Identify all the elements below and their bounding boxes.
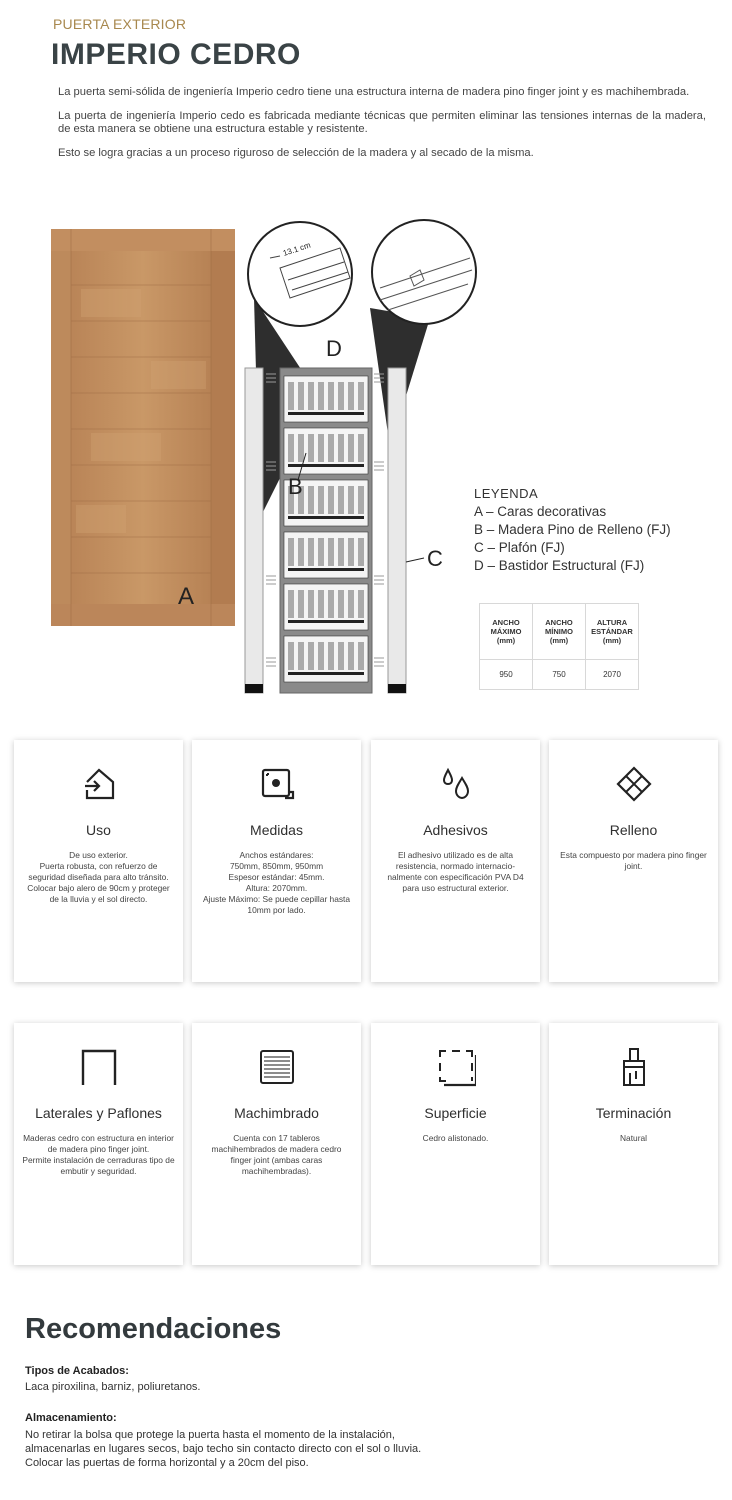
feature-body: Esta compuesto por madera pino finger joint. bbox=[560, 850, 707, 871]
recommendations-title: Recomendaciones bbox=[25, 1313, 282, 1345]
house-exit-icon bbox=[79, 764, 119, 804]
intro-paragraph: La puerta semi-sólida de ingeniería Imperio cedro tiene una estructura interna de madera pino finger joint y es machihembrada. bbox=[58, 86, 690, 98]
feature-body: Maderas cedro con estructura en interior de madera pino finger joint. Permite instalación de cerraduras tipo de embutir y seguridad. bbox=[22, 1133, 175, 1176]
feature-card-relleno bbox=[549, 740, 718, 982]
feature-title: Adhesivos bbox=[423, 822, 488, 838]
feature-card-adhesivos bbox=[371, 740, 540, 982]
tape-measure-icon bbox=[257, 764, 297, 804]
feature-body: Cedro alistonado. bbox=[422, 1133, 489, 1143]
dim-header-altura: ALTURA ESTÁNDAR (mm) bbox=[586, 604, 639, 660]
intro-paragraph: La puerta de ingeniería Imperio cedo es fabricada mediante técnicas que permiten eliminar las tensiones internas de la madera, de esta manera se obtiene una estructura estable y resistente. bbox=[58, 110, 706, 135]
feature-card-terminacion bbox=[549, 1023, 718, 1265]
paint-brush-icon bbox=[614, 1047, 654, 1087]
feature-body: El adhesivo utilizado es de alta resistencia, normado internacio-nalmente con especificación PVA D4 para uso estructural exterior. bbox=[387, 850, 524, 893]
legend-item: C – Plafón (FJ) bbox=[474, 540, 565, 555]
label-d: D bbox=[326, 336, 342, 361]
legend-item: D – Bastidor Estructural (FJ) bbox=[474, 558, 645, 573]
dimensions-table bbox=[479, 603, 639, 690]
dim-value-altura: 2070 bbox=[586, 660, 639, 690]
eyebrow-label: PUERTA EXTERIOR bbox=[53, 16, 187, 32]
feature-body: Anchos estándares: 750mm, 850mm, 950mm Espesor estándar: 45mm. Altura: 2070mm. Ajuste Máximo: Se puede cepillar hasta 10mm por lado. bbox=[202, 850, 351, 915]
legend-item: A – Caras decorativas bbox=[474, 504, 607, 519]
feature-title: Laterales y Paflones bbox=[35, 1105, 162, 1121]
feature-title: Superficie bbox=[424, 1105, 487, 1121]
left-stile bbox=[245, 368, 263, 693]
feature-body: De uso exterior. Puerta robusta, con refuerzo de seguridad diseñada para alto tránsito. Colocar bajo alero de 90cm y proteger de la lluvia y el sol directo. bbox=[27, 850, 170, 904]
label-c: C bbox=[427, 546, 443, 571]
feature-body: Cuenta con 17 tableros machihembrados de madera cedro finger joint (ambas caras machihembradas). bbox=[211, 1133, 342, 1176]
door-frame-icon bbox=[79, 1047, 119, 1087]
right-stile bbox=[388, 368, 406, 693]
feature-card-uso bbox=[14, 740, 183, 982]
measure-label: 13.1 cm bbox=[281, 240, 312, 258]
feature-card-medidas bbox=[192, 740, 361, 982]
intro-text bbox=[58, 86, 706, 171]
dim-value-ancho-minimo: 750 bbox=[533, 660, 586, 690]
finishes-text: Laca piroxilina, barniz, poliuretanos. bbox=[25, 1381, 201, 1393]
dim-header-ancho-minimo: ANCHO MÍNIMO (mm) bbox=[533, 604, 586, 660]
finishes-title: Tipos de Acabados: bbox=[25, 1365, 129, 1377]
legend-title: LEYENDA bbox=[474, 486, 539, 501]
feature-card-machimbrado bbox=[192, 1023, 361, 1265]
storage-text: No retirar la bolsa que protege la puerta hasta el momento de la instalación, almacenarlas en lugares secos, bajo techo sin contacto directo con el sol o lluvia. Colocar las puertas de forma horizontal y a 20cm del piso. bbox=[25, 1429, 422, 1469]
dim-value-ancho-maximo: 950 bbox=[480, 660, 533, 690]
feature-card-laterales bbox=[14, 1023, 183, 1265]
legend-item: B – Madera Pino de Relleno (FJ) bbox=[474, 522, 671, 537]
tongue-groove-icon bbox=[257, 1047, 297, 1087]
droplets-icon bbox=[436, 764, 476, 804]
feature-title: Machimbrado bbox=[234, 1105, 319, 1121]
diamond-grid-icon bbox=[614, 764, 654, 804]
door-photo bbox=[51, 229, 235, 626]
feature-body: Natural bbox=[620, 1133, 647, 1143]
feature-card-superficie bbox=[371, 1023, 540, 1265]
feature-title: Terminación bbox=[595, 1105, 672, 1121]
product-title: IMPERIO CEDRO bbox=[51, 38, 301, 71]
label-b: B bbox=[288, 474, 303, 499]
door-structure-diagram bbox=[240, 218, 490, 698]
surface-icon bbox=[436, 1047, 476, 1087]
detail-circle-left bbox=[248, 222, 352, 326]
dim-header-ancho-maximo: ANCHO MÁXIMO (mm) bbox=[480, 604, 533, 660]
intro-paragraph: Esto se logra gracias a un proceso riguroso de selección de la madera y al secado de la misma. bbox=[58, 147, 534, 159]
feature-title: Uso bbox=[86, 822, 111, 838]
detail-circle-right bbox=[372, 220, 476, 324]
feature-title: Relleno bbox=[609, 822, 658, 838]
label-a: A bbox=[178, 583, 195, 610]
feature-title: Medidas bbox=[250, 822, 303, 838]
storage-title: Almacenamiento: bbox=[25, 1412, 117, 1424]
legend bbox=[474, 485, 671, 575]
